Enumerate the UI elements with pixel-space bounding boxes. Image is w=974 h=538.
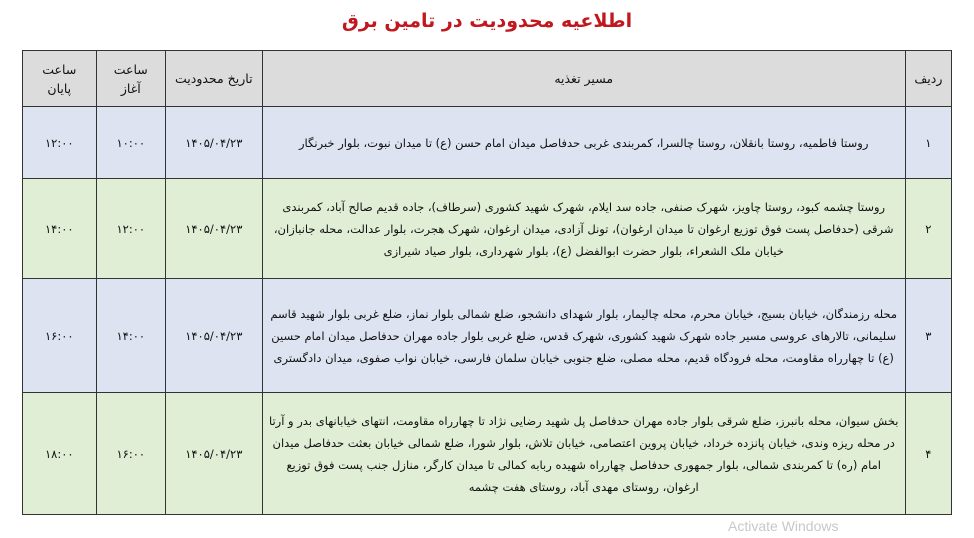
header-row-number: ردیف: [905, 51, 951, 107]
row-number: ۳: [905, 279, 951, 393]
row-route: روستا چشمه کبود، روستا چاویز، شهرک صنفی، جاده سد ایلام، شهرک شهید کشوری (سرطاف)، جاده قدیم صالح آباد، کمربندی شرقی (حدفاصل پست فوق توزیع ارغوان تا میدان ارغوان)، تونل آزادی، میدان ارغوان، شهرک هجرت، بلوار عدالت، محله جانبازان، خیابان ملک الشعراء، بلوار حضرت ابوالفضل (ع)، بلوار شهرداری، بلوار صیاد شیرازی: [262, 179, 905, 279]
row-start-time: ۱۶:۰۰: [96, 393, 165, 515]
table-row: [23, 179, 952, 279]
activate-windows-watermark: Activate Windows: [728, 518, 839, 534]
row-end-time: ۱۸:۰۰: [23, 393, 97, 515]
table-row: [23, 279, 952, 393]
row-start-time: ۱۴:۰۰: [96, 279, 165, 393]
header-date: تاریخ محدودیت: [165, 51, 262, 107]
header-route: مسیر تغذیه: [262, 51, 905, 107]
row-start-time: ۱۰:۰۰: [96, 107, 165, 179]
row-route: بخش سیوان، محله بانبرز، ضلع شرقی بلوار جاده مهران حدفاصل پل شهید رضایی نژاد تا چهارراه مقاومت، انتهای خیابانهای بدر و آرتا در محله ریزه وندی، خیابان پانزده خرداد، خیابان پروین اعتصامی، خیابان تلاش، بلوار شورا، ضلع شمالی خیابان بعثت حدفاصل میدان امام (ره) تا کمربندی شمالی، بلوار جمهوری حدفاصل چهارراه شهیده ربابه کمالی تا میدان کارگر، منازل جنب پست فوق توزیع ارغوان، روستای مهدی آباد، روستای هفت چشمه: [262, 393, 905, 515]
header-start-time: ساعت آغاز: [96, 51, 165, 107]
row-end-time: ۱۶:۰۰: [23, 279, 97, 393]
table-header-row: [23, 51, 952, 107]
page-title: اطلاعیه محدودیت در تامین برق: [341, 10, 633, 32]
row-date: ۱۴۰۵/۰۴/۲۳: [165, 393, 262, 515]
row-route: محله رزمندگان، خیابان بسیج، خیابان محرم، محله چالیمار، بلوار شهدای دانشجو، ضلع شمالی بلوار نماز، ضلع غربی بلوار شهید قاسم سلیمانی، تالارهای عروسی مسیر جاده شهرک شهید کشوری، شهرک قدس، ضلع غربی بلوار جاده مهران حدفاصل میدان امام حسین (ع) تا چهارراه مقاومت، محله فرودگاه قدیم، محله مصلی، ضلع جنوبی خیابان سلمان فارسی، خیابان نواب صفوی، میدان دادگستری: [262, 279, 905, 393]
row-date: ۱۴۰۵/۰۴/۲۳: [165, 179, 262, 279]
row-end-time: ۱۴:۰۰: [23, 179, 97, 279]
power-outage-table: [22, 50, 952, 515]
row-route: روستا فاطمیه، روستا بانقلان، روستا چالسرا، کمربندی غربی حدفاصل میدان امام حسن (ع) تا میدان نبوت، بلوار خبرنگار: [262, 107, 905, 179]
row-date: ۱۴۰۵/۰۴/۲۳: [165, 279, 262, 393]
row-date: ۱۴۰۵/۰۴/۲۳: [165, 107, 262, 179]
row-number: ۴: [905, 393, 951, 515]
header-end-time: ساعت پایان: [23, 51, 97, 107]
row-end-time: ۱۲:۰۰: [23, 107, 97, 179]
row-number: ۲: [905, 179, 951, 279]
row-number: ۱: [905, 107, 951, 179]
table-row: [23, 107, 952, 179]
table-row: [23, 393, 952, 515]
row-start-time: ۱۲:۰۰: [96, 179, 165, 279]
